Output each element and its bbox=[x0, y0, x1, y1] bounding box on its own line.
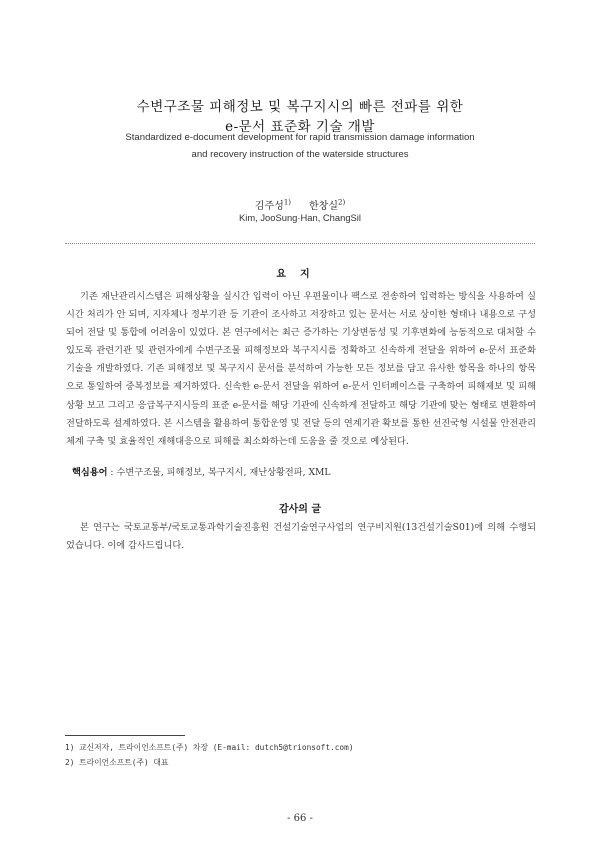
abstract-heading: 요지 bbox=[276, 269, 324, 280]
author-2-footnote-mark: 2) bbox=[337, 198, 346, 207]
authors-english: Kim, JooSung·Han, ChangSil bbox=[239, 212, 361, 223]
footnote-2: 2) 트라이언소프트(주) 대표 bbox=[65, 758, 169, 767]
author-1-footnote-mark: 1) bbox=[283, 198, 291, 207]
acknowledgment-text: 본 연구는 국토교통부/국토교통과학기술진흥원 건설기술연구사업의 연구비지원(13건설기술S01)에 의해 수행되었습니다. 이에 감사드립니다. bbox=[66, 522, 536, 552]
keywords bbox=[72, 464, 532, 478]
keywords-values: 수변구조물, 피해정보, 복구지시, 재난상황전파, XML bbox=[116, 467, 331, 478]
header-divider bbox=[65, 243, 535, 244]
footnote-divider bbox=[65, 735, 185, 736]
authors-korean bbox=[0, 197, 600, 212]
footnote-1: 1) 교신저자, 트라이언소프트(주) 차장 (E-mail: dutch5@trionsoft.com) bbox=[65, 743, 354, 752]
title-korean-line2: e-문서 표준화 기술 개발 bbox=[225, 119, 375, 135]
title-english-line1: Standardized e-document development for rapid transmission damage information bbox=[125, 132, 475, 143]
keywords-label: 핵심용어 bbox=[72, 467, 108, 478]
title-english-line2: and recovery instruction of the waterside structures bbox=[191, 149, 409, 160]
acknowledgment-heading: 감사의 글 bbox=[278, 504, 322, 515]
abstract-text: 기존 재난관리시스템은 피해상황을 실시간 입력이 아닌 우편물이나 팩스로 전송하여 입력하는 방식을 사용하여 실시간 처리가 안 되며, 지자체나 정부기관 등 기관이 조사하고 저장하고 있는 문서는 서로 상이한 형태나 내용으로 구성되어 전달 및 통합에 어려움이 있었다. 본 연구에서는 최근 증가하는 기상변동성 및 기후변화에 능동적으로 대처할 수 있도록 관련기관 및 관련자에게 수변구조물 피해정보와 복구지시를 정확하고 신속하게 전달을 위하여 e-문서 표준화 기술을 개발하였다. 기존 피해정보 및 복구지시 문서를 분석하여 가능한 모든 정보를 담고 유사한 항목을 하나의 항목으로 통일하여 중복정보를 제거하였다. 신속한 e-문서 전달을 위하여 e-문서 인터페이스를 구축하여 피해제보 및 피해 상황 보고 그리고 응급복구지시등의 표준 e-문서를 해당 기관에 신속하게 전달하고 해당 기관에 맞는 형태로 변환하여 전달하도록 설계하였다. 본 시스템을 활용하여 통합운영 및 전달 등의 연계기관 확보를 통한 선진국형 시설물 안전관리체계 구축 및 효율적인 재해대응으로 피해를 최소화하는데 도움을 줄 것으로 예상된다. bbox=[66, 291, 536, 447]
title-korean-line1: 수변구조물 피해정보 및 복구지시의 빠른 전파를 위한 bbox=[136, 99, 464, 115]
author-1-name: 김주성 bbox=[254, 201, 284, 212]
page-number: - 66 - bbox=[287, 813, 313, 824]
author-2-name: 한창실 bbox=[309, 201, 338, 212]
keywords-separator: : bbox=[107, 467, 117, 478]
